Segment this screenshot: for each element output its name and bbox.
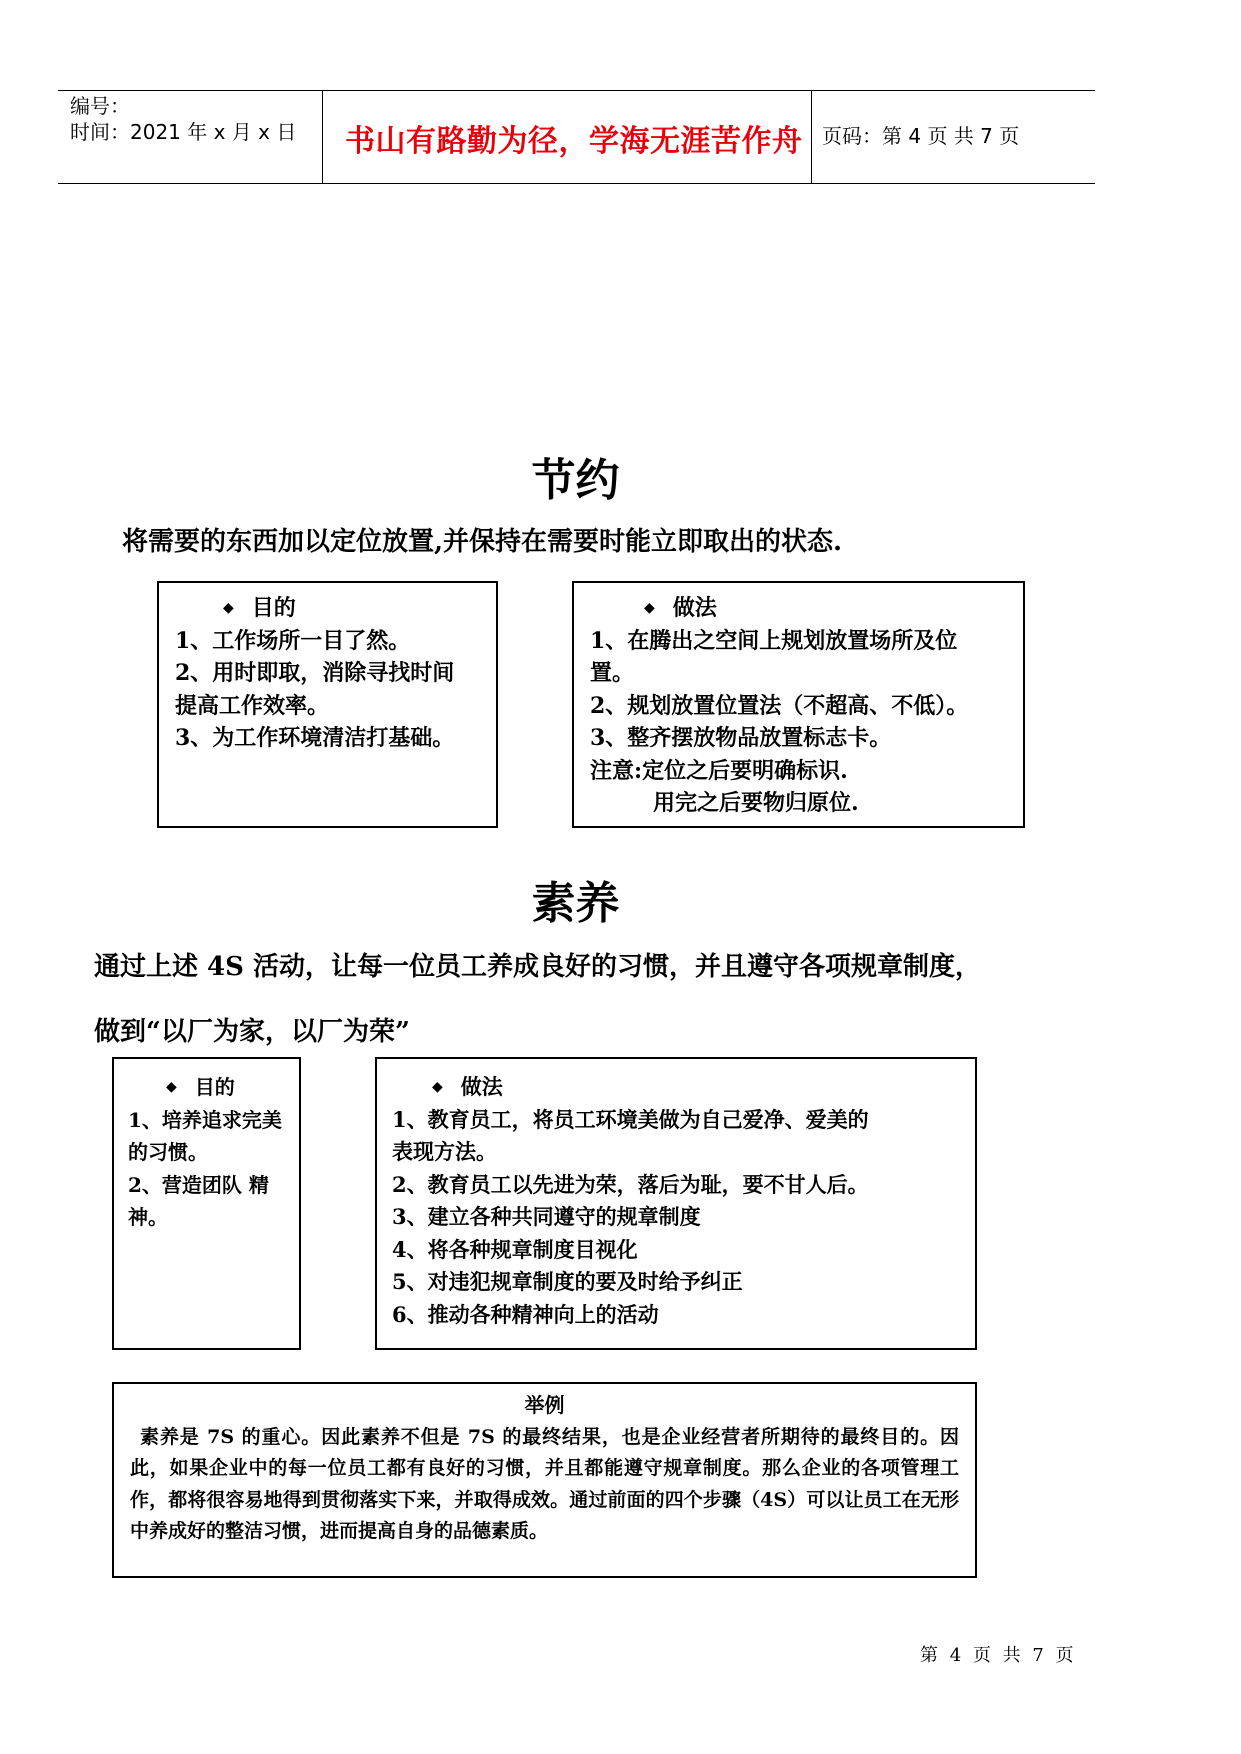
economy-method-box <box>572 581 1025 828</box>
economy-purpose-box <box>157 581 498 828</box>
section-title-discipline: 素养 <box>531 878 620 929</box>
header-motto: 书山有路勤为径，学海无涯苦作舟 <box>345 124 803 159</box>
method-heading: ◆ 做法 <box>432 1074 503 1099</box>
header-top-rule <box>58 90 1095 91</box>
purpose-line: 的习惯。 <box>128 1140 208 1164</box>
diamond-bullet-icon: ◆ <box>432 1079 443 1095</box>
footer-page-number: 第 4 页 共 7 页 <box>920 1645 1077 1666</box>
header-page-label: 页码：第 4 页 共 7 页 <box>822 124 1020 148</box>
example-text: 素养是 7S 的重心。因此素养不但是 7S 的最终结果，也是企业经营者所期待的最终目的。因此，如果企业中的每一位员工都有良好的习惯，并且都能遵守规章制度。那么企业的各项管理工作，都将很容易地得到贯彻落实下来，并取得成效。通过前面的四个步骤（4S）可以让员工在无形中养成好的整洁习惯，进而提高自身的品德素质。 <box>130 1425 959 1542</box>
method-line: 用完之后要物归原位. <box>653 790 859 816</box>
method-line: 注意:定位之后要明确标识. <box>590 757 848 784</box>
purpose-line: 2、用时即取，消除寻找时间 <box>175 660 455 686</box>
diamond-bullet-icon: ◆ <box>223 600 234 616</box>
section-description-discipline-line2: 做到“以厂为家，以厂为荣” <box>94 1017 410 1047</box>
method-line: 表现方法。 <box>392 1139 497 1164</box>
method-line: 3、建立各种共同遵守的规章制度 <box>392 1204 701 1229</box>
discipline-purpose-box <box>112 1057 301 1350</box>
discipline-method-box <box>375 1057 977 1350</box>
method-line: 6、推动各种精神向上的活动 <box>392 1301 659 1327</box>
example-heading: 举例 <box>524 1393 565 1417</box>
document-number-label: 编号： <box>70 94 130 118</box>
header-divider-left <box>322 90 323 184</box>
method-line: 2、规划放置位置法（不超高、不低）。 <box>590 692 969 719</box>
header-divider-right <box>811 90 812 184</box>
section-title-economy: 节约 <box>531 455 620 506</box>
purpose-line: 提高工作效率。 <box>175 692 330 719</box>
discipline-example-box <box>112 1382 977 1578</box>
section-description-economy: 将需要的东西加以定位放置,并保持在需要时能立即取出的状态. <box>122 527 843 557</box>
purpose-line: 1、工作场所一目了然。 <box>175 627 411 654</box>
header-bottom-rule <box>58 183 1095 184</box>
document-time-label: 时间：2021 年 x 月 x 日 <box>70 120 297 144</box>
method-line: 2、教育员工以先进为荣，落后为耻，要不甘人后。 <box>392 1171 869 1197</box>
purpose-line: 3、为工作环境清洁打基础。 <box>175 725 455 751</box>
section-description-discipline-line1: 通过上述 4S 活动，让每一位员工养成良好的习惯，并且遵守各项规章制度， <box>94 952 981 982</box>
method-line: 4、将各种规章制度目视化 <box>392 1236 638 1262</box>
method-line: 1、在腾出之空间上规划放置场所及位 <box>590 627 958 654</box>
purpose-line: 神。 <box>128 1205 168 1229</box>
purpose-line: 1、培养追求完美 <box>128 1107 282 1132</box>
purpose-heading: ◆ 目的 <box>166 1075 235 1099</box>
method-line: 3、整齐摆放物品放置标志卡。 <box>590 725 892 751</box>
method-line: 5、对违犯规章制度的要及时给予纠正 <box>392 1269 743 1294</box>
diamond-bullet-icon: ◆ <box>166 1079 177 1095</box>
method-heading: ◆ 做法 <box>644 595 717 621</box>
method-line: 置。 <box>590 660 635 686</box>
purpose-heading: ◆ 目的 <box>223 595 296 621</box>
purpose-line: 2、营造团队 精 <box>128 1172 269 1197</box>
method-line: 1、教育员工，将员工环境美做为自己爱净、爱美的 <box>392 1106 869 1132</box>
diamond-bullet-icon: ◆ <box>644 600 655 616</box>
